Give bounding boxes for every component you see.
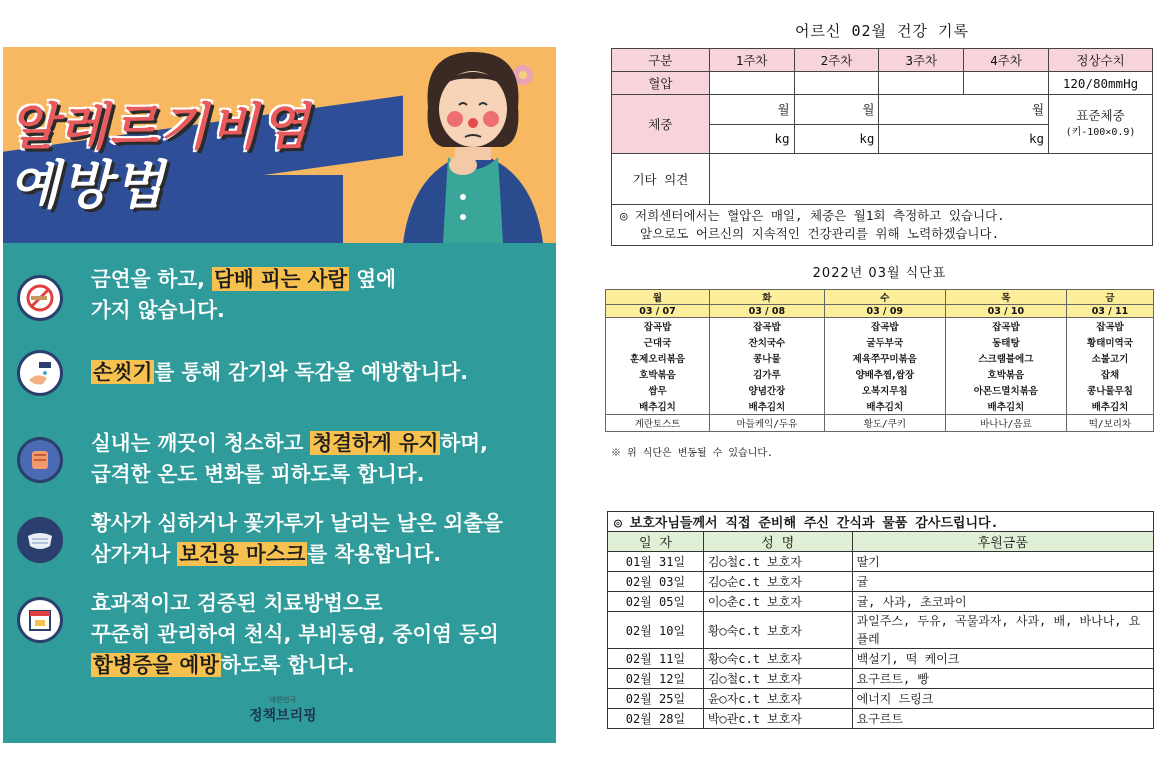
highlight: 담배 피는 사람 (214, 267, 348, 291)
table-row: 03 / 07 03 / 08 03 / 09 03 / 10 03 / 11 (606, 305, 1154, 318)
highlight: 보건용 마스크 (179, 542, 306, 566)
menu-title: 2022년 03월 식단표 (812, 266, 947, 281)
donation-caption: ◎ 보호자님들께서 직접 준비해 주신 간식과 물품 감사드립니다. (608, 512, 1154, 532)
header-cell: 3주차 (879, 49, 964, 72)
table-row: 근대국 잔치국수 굴두부국 동태탕 황태미역국 (606, 334, 1154, 350)
table-caption-row (608, 512, 1154, 532)
highlight: 손씻기 (93, 360, 153, 384)
table-row: 쌈무 양념간장 오복지무침 아몬드멸치볶음 콩나물무침 (606, 382, 1154, 398)
table-row: 02월 10일 황○숙c.t 보호자 과일주스, 두유, 곡물과자, 사과, 배, 바나나, 요플레 (608, 612, 1154, 649)
table-row: 계란토스트 마들케익/두유 황도/쿠키 바나나/음료 떡/보리차 (606, 415, 1154, 432)
sneezing-woman-illustration (393, 47, 556, 243)
row-label: 기타 의견 (612, 154, 710, 205)
table-row: 02월 11일 황○숙c.t 보호자 백설기, 떡 케이크 (608, 649, 1154, 669)
mask-icon (17, 517, 63, 563)
calendar-icon (17, 597, 63, 643)
menu-note: ※ 위 식단은 변동될 수 있습니다. (611, 448, 774, 459)
health-record-table (611, 48, 1153, 246)
table-row (608, 532, 1154, 552)
table-row (612, 49, 1153, 72)
header-cell: 정상수치 (1049, 49, 1153, 72)
menu-table (605, 289, 1154, 432)
standard-weight: 표준체중 (키-100×0.9) (1049, 95, 1153, 154)
poster-title: 알레르기비염 (9, 98, 311, 156)
table-row: 배추김치 배추김치 배추김치 배추김치 배추김치 (606, 398, 1154, 415)
header-cell: 일 자 (608, 532, 704, 552)
table-row: 02월 28일 박○관c.t 보호자 요구르트 (608, 709, 1154, 729)
header-cell: 1주차 (709, 49, 794, 72)
table-row: 체중 월 월 월 표준체중 (키-100×0.9) (612, 95, 1153, 125)
poster-subtitle: 예방법 (9, 156, 166, 216)
table-row (612, 72, 1153, 95)
header-cell: 구분 (612, 49, 710, 72)
donation-table (607, 511, 1154, 729)
row-label: 체중 (612, 95, 710, 154)
table-row (612, 154, 1153, 205)
bp-normal: 120/80mmHg (1049, 72, 1153, 95)
table-row: 월 화 수 목 금 (606, 290, 1154, 305)
poster-header (3, 47, 556, 243)
table-row: 02월 05일 이○춘c.t 보호자 귤, 사과, 초코파이 (608, 592, 1154, 612)
no-smoking-icon (17, 275, 63, 321)
health-note: ◎ 저희센터에서는 혈압은 매일, 체중은 월1회 측정하고 있습니다. 앞으로도 어르신의 지속적인 건강관리를 위해 노력하겠습니다. (612, 205, 1153, 246)
table-row: kg kg kg (612, 124, 1153, 154)
highlight: 합병증을 예방 (93, 653, 219, 677)
allergy-poster: 알레르기비염 예방법 금연을 하고, 담배 피는 사람 옆에 가지 않습니다. 손씻기를 통해 감기와 독감을 예방합니다. 실내는 깨끗이 청소하고 청결하게 유지하며, 급격한 온도 변화를 피하도록 합니다. 황사가 심하거나 꽃가루가 날리는 날은 외출을 삼가거나 보건용 마스크를 착용합니다. 효과적이고 검증된 치료방법으로 꾸준히 관리하여 천식, 부비동염, 중이염 등의 합병증을 예방하도록 합니다. 대한민국 정책브리핑 (3, 47, 556, 743)
header-cell: 2주차 (794, 49, 879, 72)
header-cell: 4주차 (964, 49, 1049, 72)
table-row: 02월 25일 윤○자c.t 보호자 에너지 드링크 (608, 689, 1154, 709)
table-row: 02월 03일 김○순c.t 보호자 귤 (608, 572, 1154, 592)
table-row (612, 205, 1153, 246)
header-cell: 후원금품 (852, 532, 1153, 552)
cleaning-icon (17, 437, 63, 483)
table-row: 호박볶음 김가루 양배추찜,쌈장 호박볶음 잡채 (606, 366, 1154, 382)
table-row: 훈제오리볶음 콩나물 제육쭈꾸미볶음 스크램블에그 소불고기 (606, 350, 1154, 366)
table-row: 01월 31일 김○철c.t 보호자 딸기 (608, 552, 1154, 572)
policy-briefing-logo: 대한민국 정책브리핑 (249, 696, 317, 724)
highlight: 청결하게 유지 (312, 431, 439, 455)
row-label: 혈압 (612, 72, 710, 95)
table-row: 잡곡밥 잡곡밥 잡곡밥 잡곡밥 잡곡밥 (606, 318, 1154, 335)
header-cell: 성 명 (703, 532, 852, 552)
health-record-title: 어르신 02월 건강 기록 (794, 22, 970, 40)
hand-wash-icon (17, 350, 63, 396)
table-row: 02월 12일 김○철c.t 보호자 요구르트, 빵 (608, 669, 1154, 689)
